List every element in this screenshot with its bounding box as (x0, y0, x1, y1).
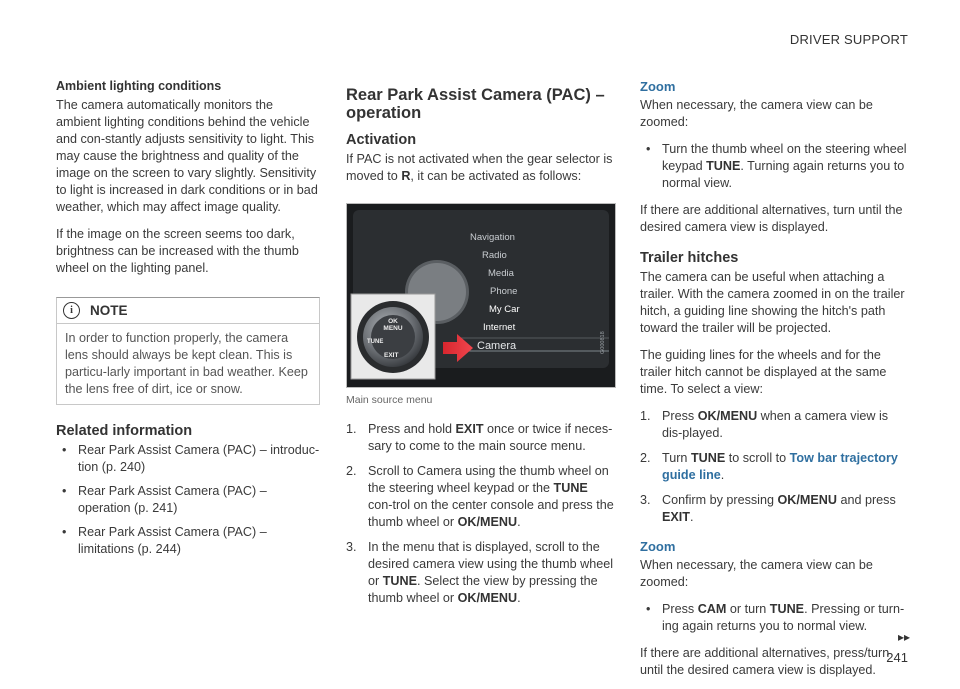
ambient-heading: Ambient lighting conditions (56, 79, 222, 93)
trailer-para-1: The camera can be useful when attaching a trailer. With the camera zoomed in on the trailer hitch, a guiding line showing the hitch's path toward the trailer will be projected. (640, 270, 905, 335)
trailer-heading: Trailer hitches (640, 250, 739, 266)
continue-arrow-icon: ▸▸ (897, 630, 910, 644)
figure-caption: Main source menu (346, 394, 433, 406)
activation-heading: Activation (346, 132, 417, 148)
zoom-after-2: If there are additional alternatives, press/turn until the desired camera view is displayed. (640, 646, 890, 677)
menu-item[interactable]: Media (488, 268, 514, 279)
zoom-list-1 (640, 141, 908, 192)
menu-item[interactable]: My Car (489, 304, 520, 315)
menu-list (470, 229, 520, 355)
step-item: 2. Turn TUNE to scroll to Tow bar trajectory guide line. (640, 451, 898, 482)
zoom-heading-2: Zoom (640, 539, 676, 554)
note-box (56, 297, 320, 405)
knob-tune-label: TUNE (367, 339, 384, 345)
column-2 (346, 78, 614, 615)
menu-item[interactable]: Navigation (470, 232, 515, 243)
note-title: NOTE (90, 303, 128, 318)
note-text: In order to function properly, the camera lens should always be kept clean. This is particu-larly important in bad weather. Keep the lens free of dirt, ice or snow. (65, 331, 308, 396)
step-item: 2. Scroll to Camera using the thumb wheel on the steering wheel keypad or the TUNE con-trol on the center console and press the thumb wheel or OK/MENU. (346, 464, 614, 529)
knob-exit-label: EXIT (384, 352, 399, 359)
related-heading: Related information (56, 423, 193, 439)
section-title: Rear Park Assist Camera (PAC) – operation (346, 86, 605, 122)
related-link[interactable]: • Rear Park Assist Camera (PAC) – limitations (p. 244) (56, 524, 320, 558)
tow-bar-link[interactable]: Tow bar trajectory guide line (662, 451, 898, 482)
page-number: 241 (886, 650, 908, 665)
trailer-para-2: The guiding lines for the wheels and for the trailer hitch cannot be displayed at the same time. To select a view: (640, 348, 887, 396)
zoom-heading-1: Zoom (640, 79, 676, 94)
column-3 (640, 78, 908, 689)
zoom-list-2 (640, 601, 908, 635)
step-item: 3. Confirm by pressing OK/MENU and press EXIT. (640, 493, 896, 524)
zoom-intro-1: When necessary, the camera view can be zoomed: (640, 98, 873, 129)
related-link[interactable]: • Rear Park Assist Camera (PAC) – introduc-tion (p. 240) (56, 442, 320, 476)
menu-item[interactable]: Radio (482, 250, 507, 261)
ambient-para-1: The camera automatically monitors the ambient lighting conditions behind the vehicle and con-stantly adjusts sensitivity to light. This may cause the brightness and quality of the image on the screen to vary slightly. Sensitivity to light is increased in dark conditions or in bad weather, which may affect image quality. (56, 98, 318, 214)
ambient-para-2: If the image on the screen seems too dark, brightness can be increased with the thumb wheel on the lighting panel. (56, 227, 299, 275)
figure-code: G000818 (600, 331, 606, 354)
related-link[interactable]: • Rear Park Assist Camera (PAC) – operation (p. 241) (56, 483, 320, 517)
section-header: DRIVER SUPPORT (789, 32, 908, 47)
menu-item-camera-selected[interactable]: Camera (477, 340, 517, 352)
note-header (57, 298, 319, 324)
step-item: 3. In the menu that is displayed, scroll to the desired camera view using the thumb wheel or TUNE. Select the view by pressing the thumb wheel or OK/MENU. (346, 540, 614, 605)
related-list (56, 442, 320, 558)
step-item: 1. Press and hold EXIT once or twice if neces-sary to come to the main source menu. (346, 422, 613, 453)
zoom-intro-2: When necessary, the camera view can be zoomed: (640, 558, 873, 589)
trailer-steps (640, 408, 908, 526)
zoom-bullet-1: • Turn the thumb wheel on the steering wheel keypad TUNE. Turning again returns you to normal view. (640, 141, 908, 192)
activation-text: If PAC is not activated when the gear selector is moved to R, it can be activated as follows: (346, 152, 613, 183)
main-source-menu-figure (346, 203, 616, 388)
zoom-after-1: If there are additional alternatives, turn until the desired camera view is displayed. (640, 203, 903, 234)
step-item: 1. Press OK/MENU when a camera view is dis-played. (640, 409, 889, 440)
activation-steps (346, 421, 614, 607)
column-1 (56, 78, 320, 568)
knob-ok-menu-label: OK MENU (383, 318, 403, 332)
zoom-bullet-2: • Press CAM or turn TUNE. Pressing or turn-ing again returns you to normal view. (640, 601, 908, 635)
menu-item[interactable]: Phone (490, 286, 518, 297)
info-icon: i (63, 302, 80, 319)
menu-item[interactable]: Internet (483, 322, 516, 333)
